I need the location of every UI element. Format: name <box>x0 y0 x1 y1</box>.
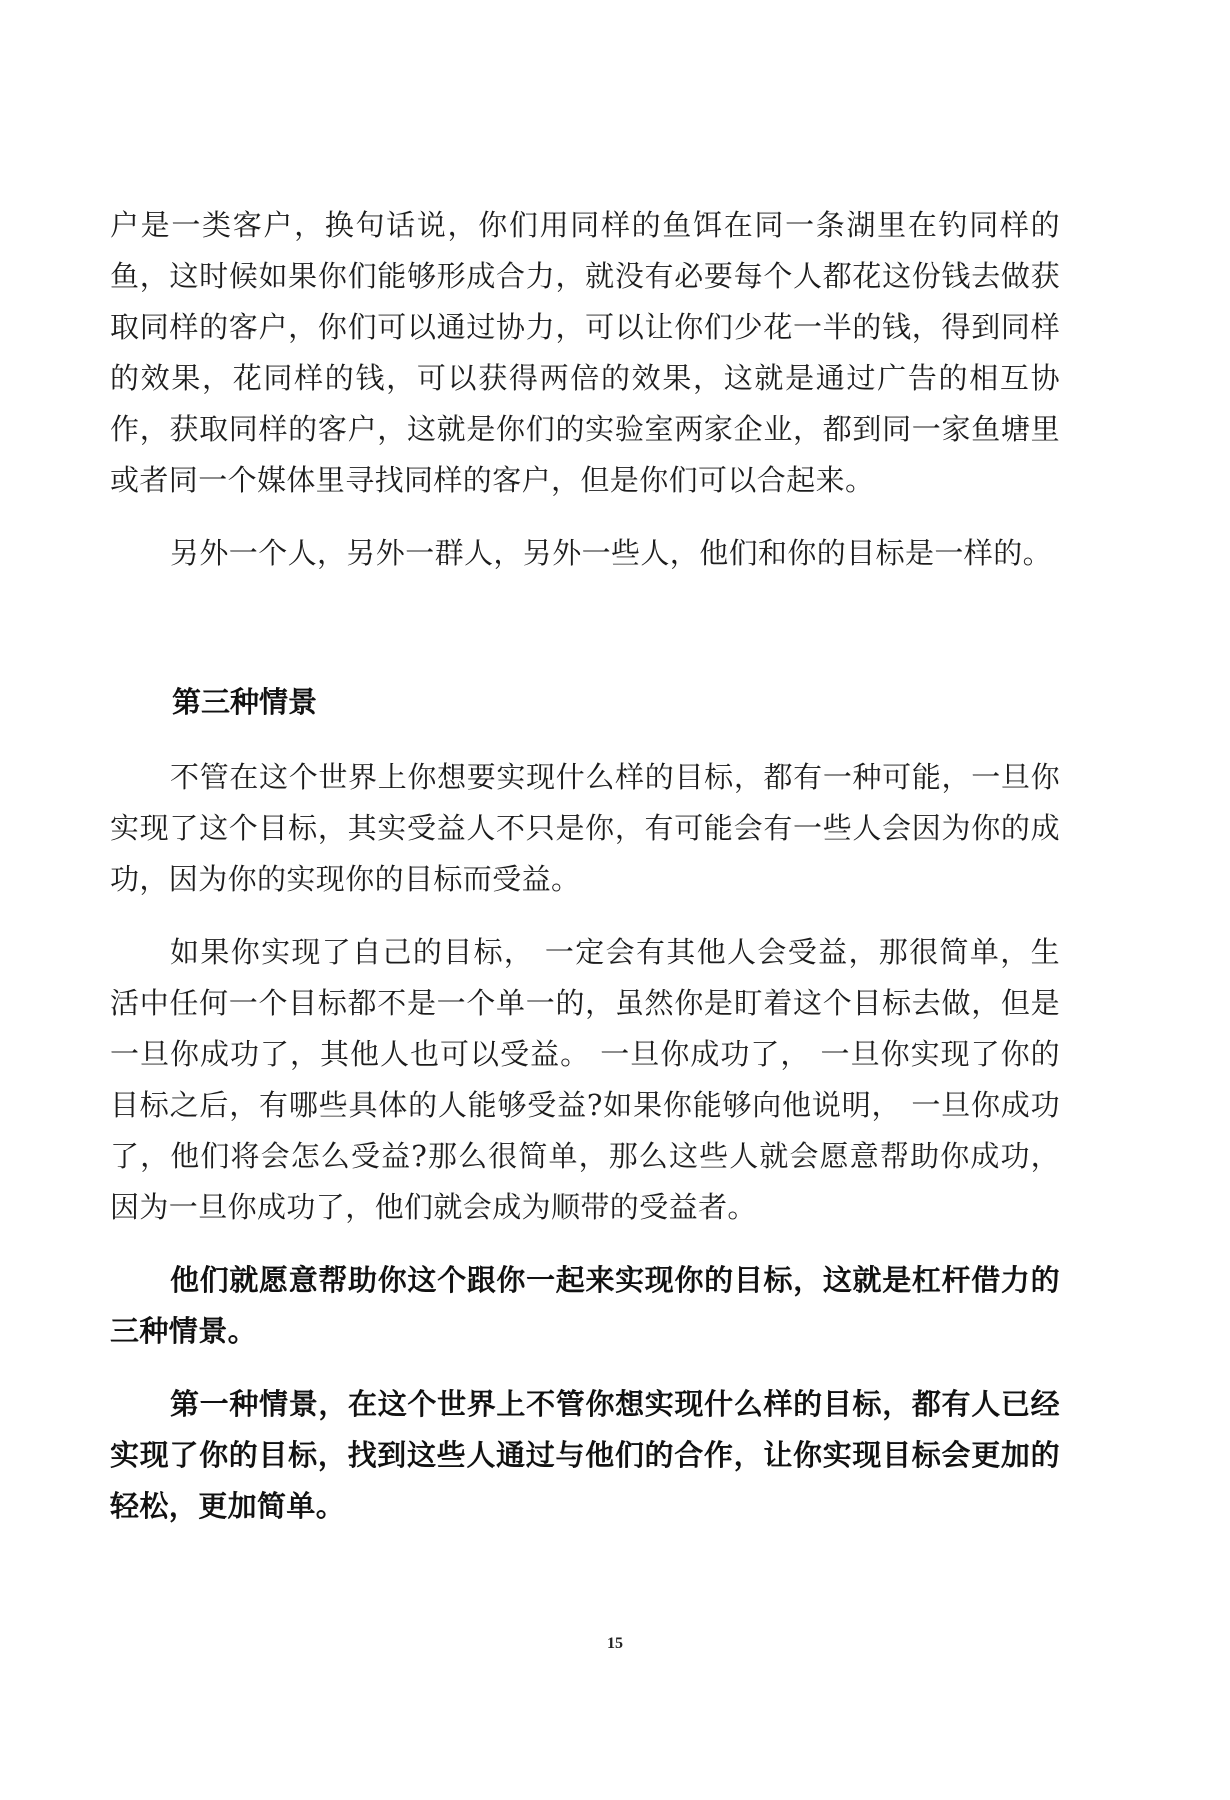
paragraph-bold-first-scenario: 第一种情景，在这个世界上不管你想实现什么样的目标，都有人已经实现了你的目标，找到这些人通过与他们的合作，让你实现目标会更加的轻松，更加简单。 <box>110 1387 1060 1523</box>
section-heading: 第三种情景 <box>172 685 318 719</box>
page-number: 15 <box>607 1635 623 1652</box>
paragraph-others-benefit: 如果你实现了自己的目标， 一定会有其他人会受益，那很简单，生活中任何一个目标都不是一个单一的，虽然你是盯着这个目标去做，但是一旦你成功了，其他人也可以受益。 一旦你成功了， 一旦你实现了你的目标之后，有哪些具体的人能够受益?如果你能够向他说明， 一旦你成功了，他们将会怎么受益?那么很简单，那么这些人就会愿意帮助你成功，因为一旦你成功了，他们就会成为顺带的受益者。 <box>110 935 1060 1224</box>
paragraph-beneficiaries: 不管在这个世界上你想要实现什么样的目标，都有一种可能，一旦你实现了这个目标，其实受益人不只是你，有可能会有一些人会因为你的成功，因为你的实现你的目标而受益。 <box>110 760 1060 896</box>
paragraph-bold-summary: 他们就愿意帮助你这个跟你一起来实现你的目标，这就是杠杆借力的三种情景。 <box>110 1263 1060 1348</box>
paragraph-continued: 户是一类客户，换句话说，你们用同样的鱼饵在同一条湖里在钓同样的鱼，这时候如果你们能够形成合力，就没有必要每个人都花这份钱去做获取同样的客户，你们可以通过协力，可以让你们少花一半的钱，得到同样的效果，花同样的钱，可以获得两倍的效果，这就是通过广告的相互协作，获取同样的客户，这就是你们的实验室两家企业，都到同一家鱼塘里或者同一个媒体里寻找同样的客户，但是你们可以合起来。 <box>110 208 1060 497</box>
paragraph-same-goal: 另外一个人，另外一群人，另外一些人，他们和你的目标是一样的。 <box>170 536 1053 570</box>
page-content <box>110 200 1060 1554</box>
